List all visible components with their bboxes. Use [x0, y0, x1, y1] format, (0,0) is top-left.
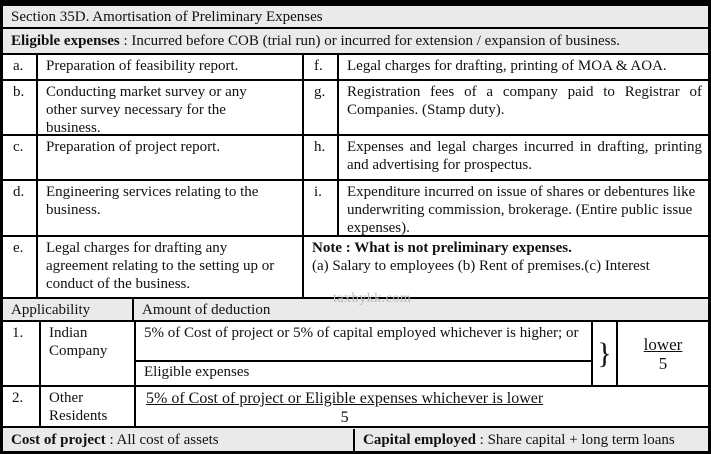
expense-key-f: f.: [304, 55, 339, 79]
expense-key-g: g.: [304, 81, 339, 134]
watermark-text: taxbykk.com: [333, 291, 412, 306]
deduction-row-other-residents: [3, 387, 708, 428]
expense-key-d: d.: [3, 181, 38, 235]
expense-text-f: Legal charges for drafting, printing of MOA & AOA.: [347, 58, 667, 74]
deduction-row2-fraction: [146, 389, 543, 426]
note-body: (a) Salary to employees (b) Rent of premises.(c) Interest: [312, 258, 650, 274]
deduction-row1-options: [136, 322, 593, 385]
deduction-row1-result: [618, 322, 708, 385]
expense-row-e-note: [3, 237, 708, 299]
deduction-row2-number: 2.: [3, 387, 41, 426]
deduction-row2-denominator: 5: [340, 409, 349, 426]
deduction-row1-number: 1.: [3, 322, 41, 385]
cost-of-project-definition: [3, 429, 355, 451]
expense-key-b: b.: [3, 81, 38, 134]
deduction-row1-option-b: Eligible expenses: [144, 364, 250, 380]
deduction-row1-option-a: 5% of Cost of project or 5% of capital employed whichever is higher; or: [136, 322, 591, 362]
expense-text-c: Preparation of project report.: [38, 136, 304, 179]
deduction-row1-result-numerator: lower: [643, 334, 683, 354]
expense-row-b-g: [3, 81, 708, 136]
cost-of-project-text: : All cost of assets: [105, 431, 219, 448]
eligible-expenses-label: Eligible expenses: [11, 33, 120, 49]
expense-text-i: Expenditure incurred on issue of shares or debentures like underwriting commission, brokerage. (Entire public issue expenses).: [347, 184, 696, 235]
eligible-expenses-rest: : Incurred before COB (trial run) or incurred for extension / expansion of business.: [119, 33, 621, 49]
expense-row-d-i: [3, 181, 708, 237]
expense-key-h: h.: [304, 136, 339, 179]
deduction-row2-applicant: Other Residents: [41, 387, 136, 426]
section-header-row: [3, 6, 708, 29]
deduction-row1-result-denominator: 5: [658, 353, 668, 373]
expense-row-c-h: [3, 136, 708, 181]
eligible-expenses-row: [3, 29, 708, 55]
expense-text-g: Registration fees of a company paid to Registrar of Companies. (Stamp duty).: [347, 84, 702, 118]
note-cell: [304, 237, 708, 297]
expense-key-c: c.: [3, 136, 38, 179]
deduction-row2-numerator: 5% of Cost of project or Eligible expenses whichever is lower: [146, 390, 544, 407]
capital-employed-definition: [355, 429, 708, 451]
expense-text-b: Conducting market survey or any other survey necessary for the business.: [38, 81, 304, 134]
expense-key-e: e.: [3, 237, 38, 297]
expense-row-a-f: [3, 55, 708, 81]
capital-employed-text: : Share capital + long term loans: [475, 431, 675, 448]
applicability-header-row: [3, 299, 708, 322]
definitions-row: [3, 428, 708, 451]
expense-text-h: Expenses and legal charges incurred in drafting, printing and advertising for prospectus.: [347, 139, 702, 173]
note-title: Note : What is not preliminary expenses.: [312, 240, 572, 256]
deduction-row-indian-company: [3, 322, 708, 387]
expense-key-i: i.: [304, 181, 339, 235]
deduction-row2-formula: [136, 387, 708, 426]
brace-glyph: }: [593, 322, 618, 385]
applicability-header: Applicability: [3, 299, 134, 321]
section-title: Section 35D. Amortisation of Preliminary Expenses: [11, 8, 323, 25]
expense-key-a: a.: [3, 55, 38, 79]
amount-of-deduction-header: Amount of deduction: [142, 301, 271, 318]
capital-employed-label: Capital employed: [363, 431, 476, 448]
eligible-expenses-text: [3, 30, 708, 52]
expense-text-a: Preparation of feasibility report.: [38, 55, 304, 79]
cost-of-project-label: Cost of project: [11, 431, 106, 448]
expense-text-d: Engineering services relating to the business.: [38, 181, 304, 235]
expense-text-e: Legal charges for drafting any agreement relating to the setting up or conduct of the business.: [38, 237, 304, 297]
deduction-row1-applicant: Indian Company: [41, 322, 136, 385]
